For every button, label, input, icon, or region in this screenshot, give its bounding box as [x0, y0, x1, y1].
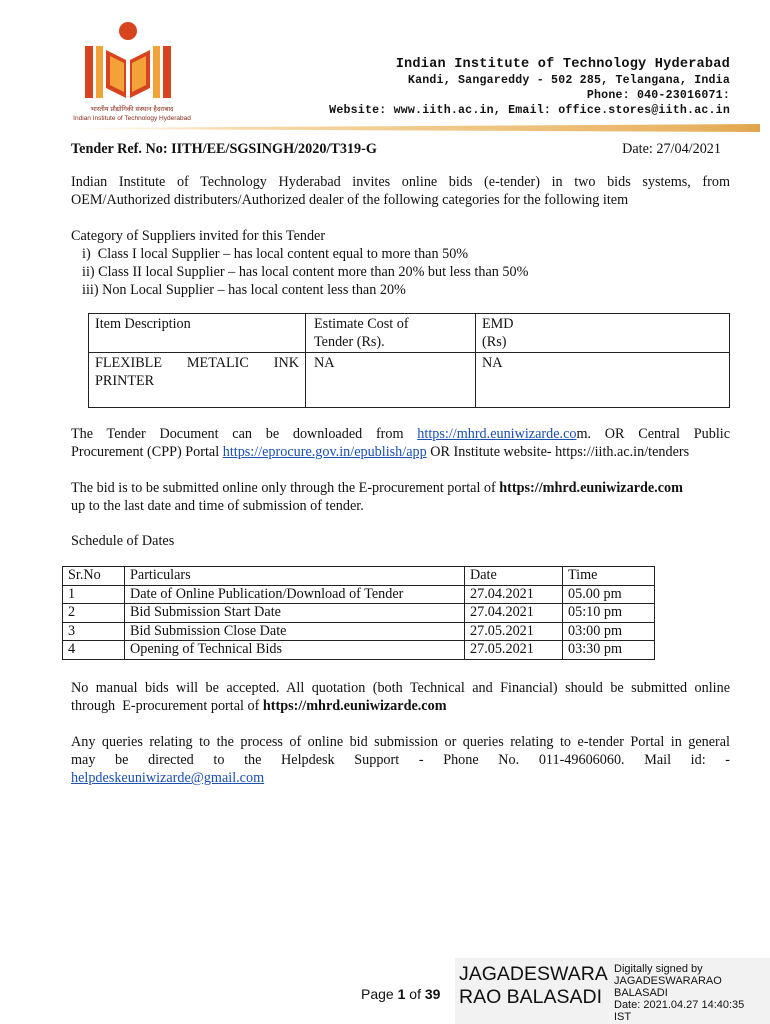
categories-heading: Category of Suppliers invited for this Tender — [71, 228, 326, 244]
table-row — [63, 567, 655, 586]
tender-date: Date: 27/04/2021 — [622, 141, 721, 157]
table-row — [63, 641, 655, 660]
institute-address: Kandi, Sangareddy - 502 285, Telangana, India — [407, 74, 730, 87]
portal-url: https://mhrd.euniwizarde.com — [499, 480, 683, 496]
row-particular: Bid Submission Close Date — [125, 622, 465, 641]
institute-website: Website: www.iith.ac.in, Email: office.stores@iith.ac.in — [329, 104, 730, 117]
manual-line-2 — [71, 697, 730, 715]
category-item-1: i) Class I local Supplier – has local content equal to more than 50% — [82, 246, 469, 262]
item-description-header — [89, 314, 306, 353]
page-total: 39 — [424, 986, 441, 1002]
download-line-2 — [71, 443, 730, 461]
queries-line-1: Any queries relating to the process of online bid submission or queries relating to e-tender Portal in general — [71, 734, 730, 750]
row-particular: Date of Online Publication/Download of Tender — [125, 585, 465, 604]
download-text: m. OR Central Public — [576, 426, 730, 442]
row-number: 3 — [63, 622, 125, 641]
header-text: EMD — [482, 316, 514, 332]
desc-word: INK — [273, 355, 299, 371]
logo-english-text: Indian Institute of Technology Hyderabad — [73, 115, 191, 122]
download-line-1 — [71, 425, 730, 443]
download-text: The Tender Document can be downloaded from — [71, 426, 404, 442]
category-item-3: iii) Non Local Supplier – has local content less than 20% — [82, 282, 406, 298]
download-text: Procurement (CPP) Portal — [71, 444, 220, 460]
row-time: 03:00 pm — [563, 622, 655, 641]
row-number: 2 — [63, 604, 125, 623]
desc-word: PRINTER — [95, 373, 155, 389]
logo-hindi-text: भारतीय प्रौद्योगिकी संस्थान हैदराबाद — [90, 106, 174, 113]
intro-line-2: OEM/Authorized distributers/Authorized dealer of the following categories for the following item — [71, 192, 629, 208]
page-number — [361, 985, 440, 1003]
schedule-table — [62, 566, 655, 660]
signature-line: IST — [614, 1011, 632, 1023]
signature-line: Digitally signed by — [614, 963, 703, 975]
page-current: 1 — [397, 986, 406, 1002]
portal-url: https://mhrd.euniwizarde.com — [262, 698, 447, 714]
table-row — [63, 604, 655, 623]
signer-name-line: JAGADESWARA — [459, 963, 608, 985]
signature-details — [614, 963, 770, 1023]
download-text: OR Institute website- https://iith.ac.in/tenders — [430, 444, 690, 460]
row-number: 4 — [63, 641, 125, 660]
table-row — [89, 314, 730, 353]
signature-line: Date: 2021.04.27 14:40:35 — [614, 999, 745, 1011]
page-of: of — [409, 986, 421, 1002]
category-item-2: ii) Class II local Supplier – has local content more than 20% but less than 50% — [82, 264, 529, 280]
emd-cell — [476, 353, 730, 408]
item-description-cell — [89, 353, 306, 408]
header-rule — [70, 124, 760, 132]
row-number: 1 — [63, 585, 125, 604]
cell-text: NA — [482, 355, 503, 371]
submission-line-2: up to the last date and time of submission of tender. — [71, 498, 364, 514]
table-row — [63, 585, 655, 604]
helpdesk-email-link[interactable]: helpdeskeuniwizarde@gmail.com — [71, 770, 265, 786]
table-row — [63, 622, 655, 641]
estimate-cost-header — [306, 314, 476, 353]
desc-word: FLEXIBLE — [95, 355, 162, 371]
header-text: (Rs) — [482, 334, 507, 350]
manual-text: through E-procurement portal of — [71, 698, 260, 714]
submission-line-1 — [71, 479, 730, 497]
schedule-heading: Schedule of Dates — [71, 533, 175, 549]
intro-line-1: Indian Institute of Technology Hyderabad invites online bids (e-tender) in two bids systems, from — [71, 174, 730, 190]
signer-name-line: RAO BALASADI — [459, 986, 603, 1008]
item-table — [88, 313, 730, 408]
row-date: 27.05.2021 — [465, 641, 563, 660]
iith-logo — [83, 20, 173, 100]
signature-line: BALASADI — [614, 987, 668, 999]
queries-line-2: may be directed to the Helpdesk Support - Phone No. 011-49606060. Mail id: - — [71, 752, 730, 768]
column-header: Time — [563, 567, 655, 586]
emd-header — [476, 314, 730, 353]
row-time: 05.00 pm — [563, 585, 655, 604]
institute-phone: Phone: 040-23016071: — [586, 89, 730, 102]
queries-line-3 — [71, 769, 730, 787]
submission-text: The bid is to be submitted online only through the E-procurement portal of — [71, 480, 496, 496]
tender-ref: Tender Ref. No: IITH/EE/SGSINGH/2020/T319-G — [71, 141, 377, 157]
item-desc-line — [95, 354, 299, 372]
table-row — [89, 353, 730, 408]
signature-line: JAGADESWARARAO — [614, 975, 722, 987]
institute-name: Indian Institute of Technology Hyderabad — [395, 57, 730, 72]
column-header: Particulars — [125, 567, 465, 586]
row-time: 03:30 pm — [563, 641, 655, 660]
page-prefix: Page — [361, 986, 394, 1002]
row-particular: Bid Submission Start Date — [125, 604, 465, 623]
eprocure-link[interactable]: https://eprocure.gov.in/epublish/app — [222, 444, 427, 460]
cell-text: NA — [314, 355, 335, 371]
row-date: 27.04.2021 — [465, 604, 563, 623]
column-header: Date — [465, 567, 563, 586]
header-text: Item Description — [95, 316, 191, 332]
header-text: Estimate Cost of — [314, 316, 409, 332]
row-time: 05:10 pm — [563, 604, 655, 623]
row-date: 27.04.2021 — [465, 585, 563, 604]
mhrd-link[interactable]: https://mhrd.euniwizarde.co — [417, 426, 577, 442]
row-particular: Opening of Technical Bids — [125, 641, 465, 660]
desc-word: METALIC — [186, 355, 249, 371]
column-header: Sr.No — [63, 567, 125, 586]
estimate-cost-cell — [306, 353, 476, 408]
signer-name — [459, 963, 619, 1009]
row-date: 27.05.2021 — [465, 622, 563, 641]
header-text: Tender (Rs). — [314, 334, 385, 350]
manual-line-1: No manual bids will be accepted. All quotation (both Technical and Financial) should be submitted online — [71, 680, 730, 696]
